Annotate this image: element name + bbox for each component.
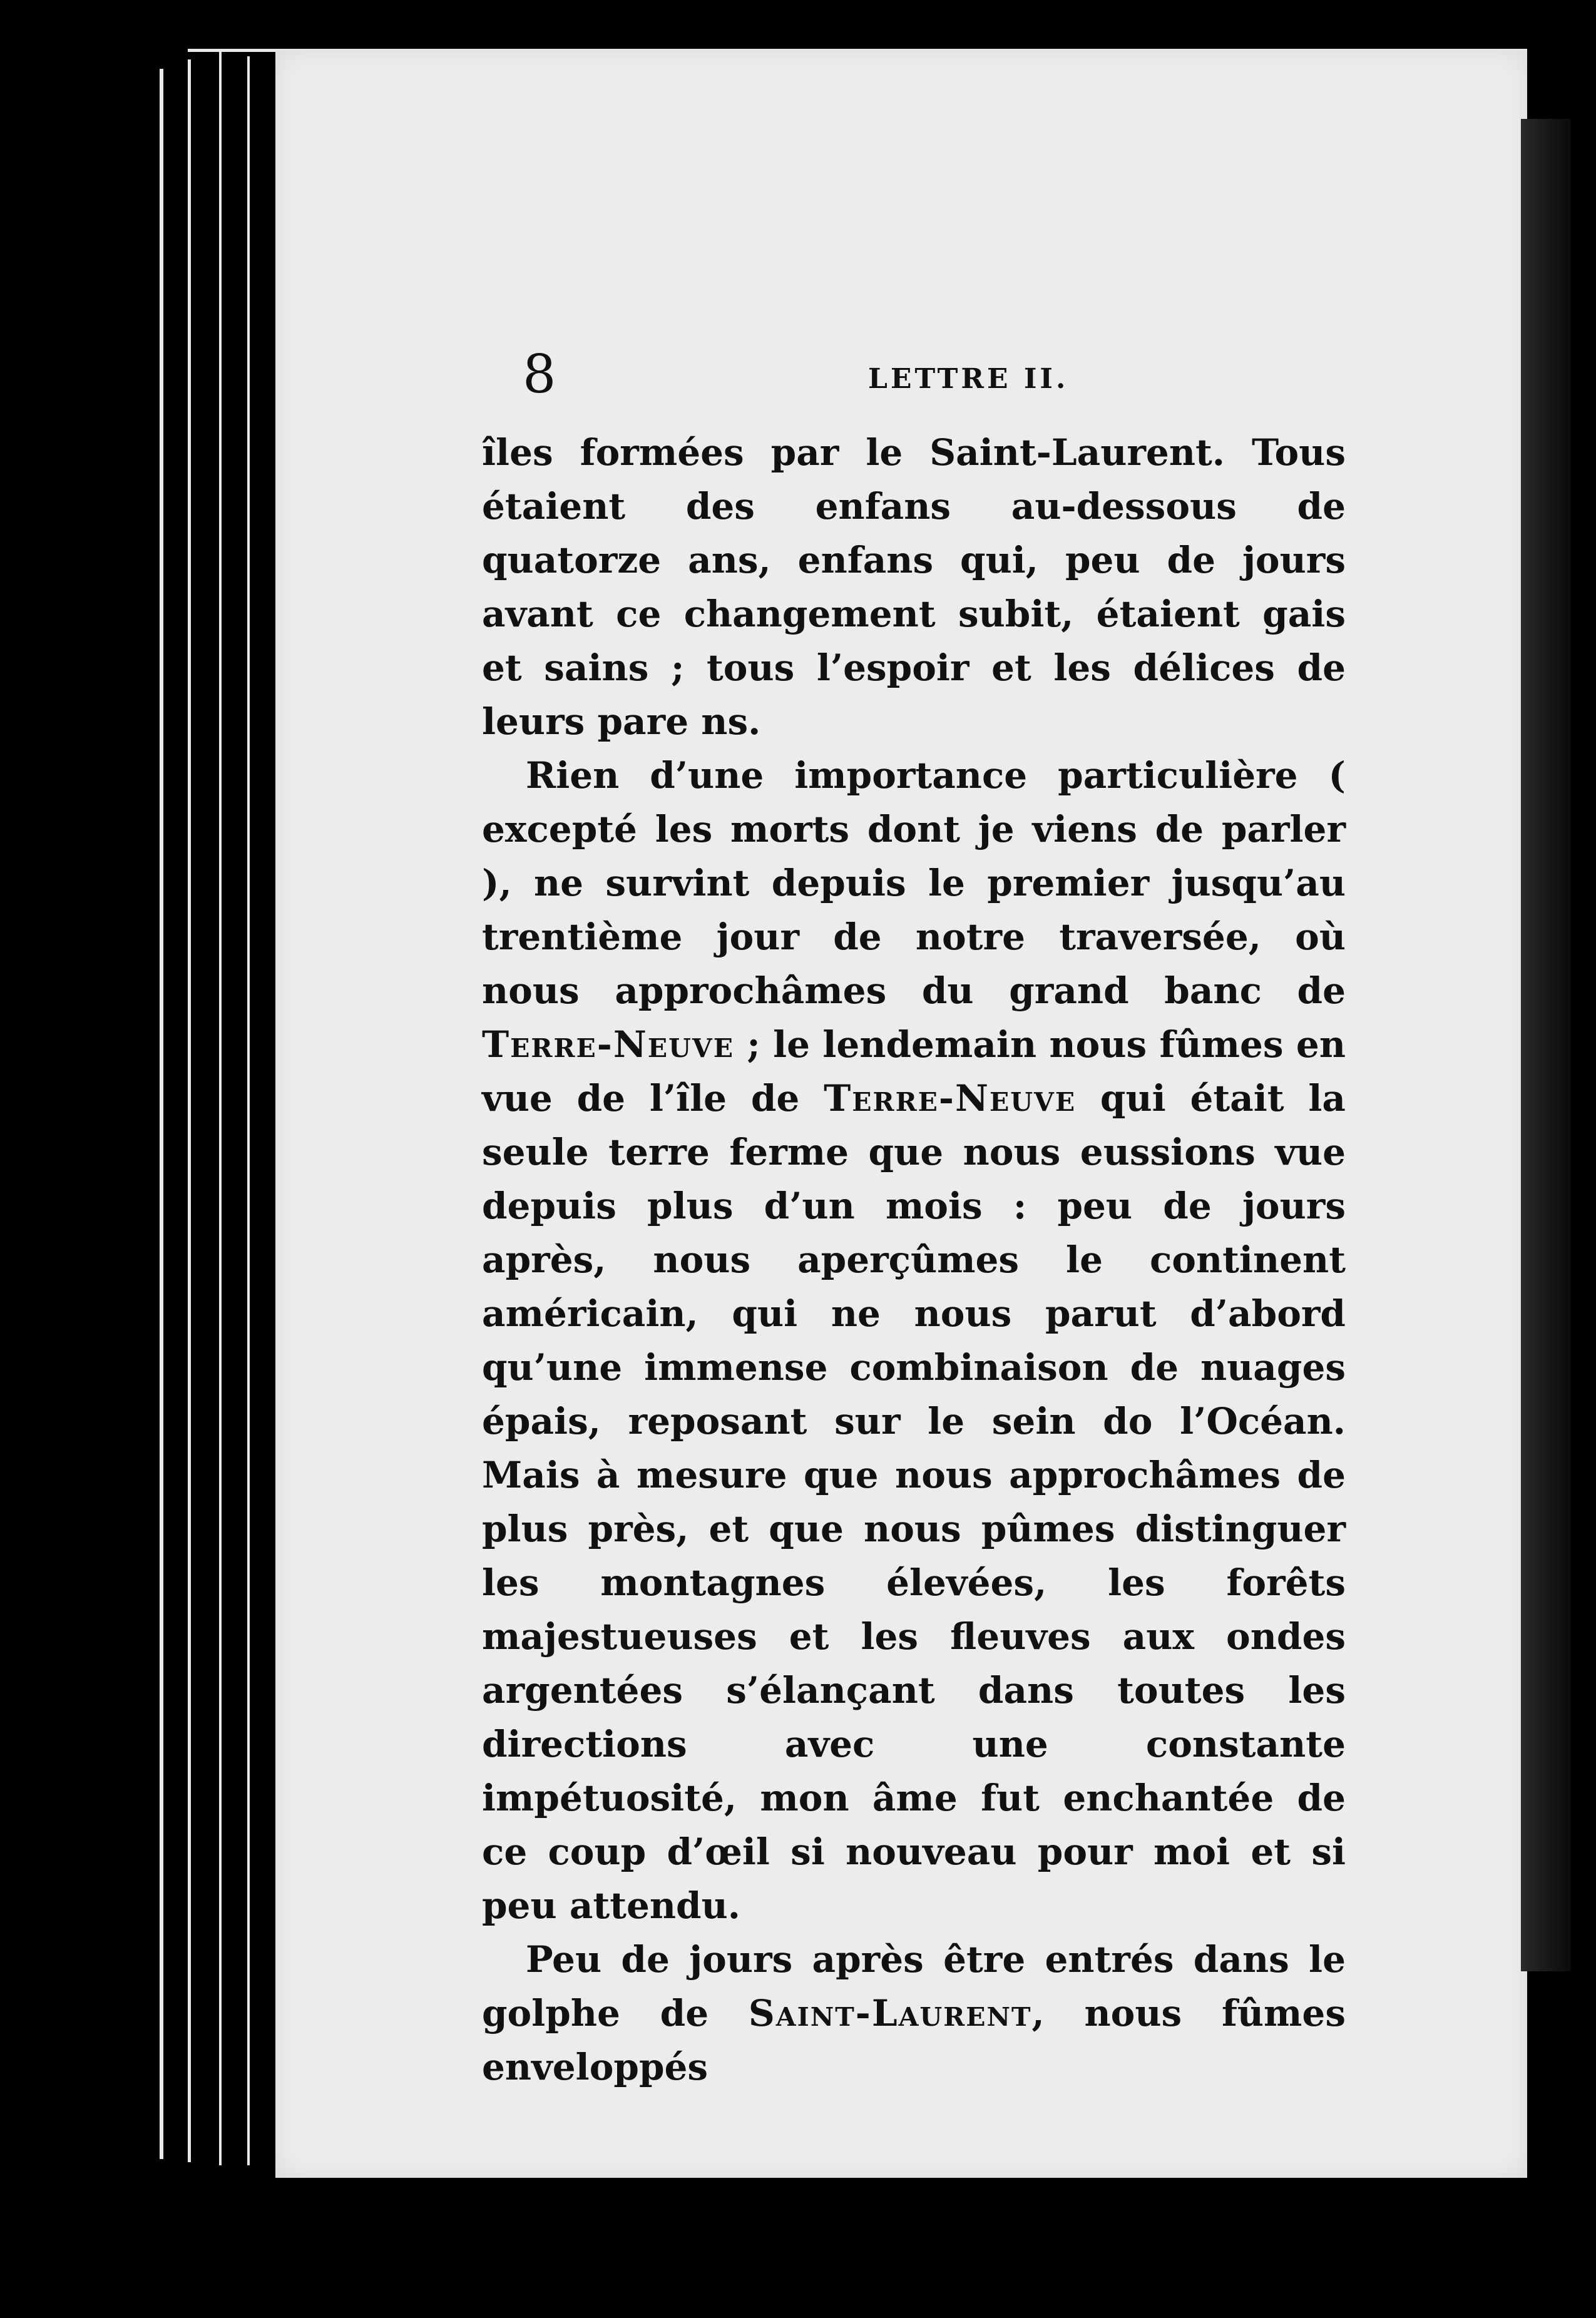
- running-head: [523, 343, 1399, 418]
- page-gutter-shadow: [1521, 119, 1571, 1971]
- running-title: LETTRE II.: [868, 363, 1069, 395]
- text-run: , nous fûmes enveloppés: [482, 1992, 1346, 2088]
- body-text: [482, 426, 1346, 2088]
- book-edge-line-4: [247, 56, 250, 2165]
- text-run: Rien d’une importance particulière ( excepté les morts dont je viens de parler ), ne survint depuis le premier jusqu’au trentième jour de notre traversée, où nous approchâmes du grand banc de: [482, 754, 1346, 1012]
- text-run: ; le lendemain nous fûmes en vue de l’île de: [482, 1023, 1346, 1120]
- book-edge-line-2: [188, 59, 191, 2162]
- paragraph-2: [482, 748, 1346, 1933]
- place-name-saint-laurent: Saint-Laurent: [748, 1992, 1032, 2035]
- text-run: qui était la seule terre ferme que nous eussions vue depuis plus d’un mois : peu de jours après, nous aperçûmes le continent américain, qui ne nous parut d’abord qu’une immense combinaison de nuages épais, reposant sur le sein do l’Océan. Mais à mesure que nous approchâmes de plus près, et que nous pûmes distinguer les montagnes élevées, les forêts majestueuses et les fleuves aux ondes argentées s’élançant dans toutes les directions avec une constante impétuosité, mon âme fut enchantée de ce coup d’œil si nouveau pour moi et si peu attendu.: [482, 1077, 1346, 1927]
- text-run: Peu de jours après être entrés dans le golphe de: [482, 1938, 1346, 2035]
- book-edge-line-3: [219, 50, 222, 2165]
- book-edge-line-1: [160, 69, 163, 2159]
- place-name-terre-neuve: Terre-Neuve: [482, 1023, 734, 1066]
- paragraph-3: [482, 1933, 1346, 2094]
- place-name-terre-neuve-2: Terre-Neuve: [824, 1077, 1077, 1120]
- text-run: îles formées par le Saint-Laurent. Tous étaient des enfans au-dessous de quatorze ans, enfans qui, peu de jours avant ce changement subit, étaient gais et sains ; tous l’espoir et les délices de leurs pare ns.: [482, 431, 1346, 743]
- paragraph-1: [482, 426, 1346, 748]
- page-number: 8: [523, 344, 556, 405]
